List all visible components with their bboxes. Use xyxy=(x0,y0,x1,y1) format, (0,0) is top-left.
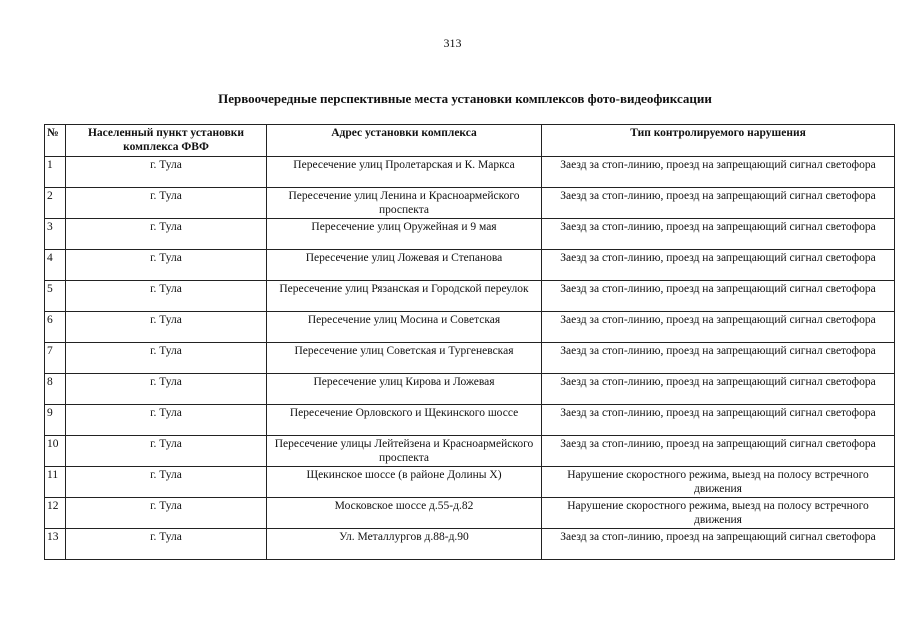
city-cell: г. Тула xyxy=(66,529,267,560)
installation-sites-table xyxy=(44,124,895,560)
row-number: 10 xyxy=(45,436,66,467)
violation-cell: Заезд за стоп-линию, проезд на запрещающий сигнал светофора xyxy=(542,188,895,219)
table-row xyxy=(45,219,895,250)
violation-cell: Заезд за стоп-линию, проезд на запрещающий сигнал светофора xyxy=(542,157,895,188)
violation-cell: Заезд за стоп-линию, проезд на запрещающий сигнал светофора xyxy=(542,374,895,405)
row-number: 1 xyxy=(45,157,66,188)
address-cell: Пересечение улиц Кирова и Ложевая xyxy=(267,374,542,405)
address-cell: Пересечение улиц Рязанская и Городской переулок xyxy=(267,281,542,312)
row-number: 5 xyxy=(45,281,66,312)
city-cell: г. Тула xyxy=(66,312,267,343)
row-number: 11 xyxy=(45,467,66,498)
violation-cell: Заезд за стоп-линию, проезд на запрещающий сигнал светофора xyxy=(542,312,895,343)
table-row xyxy=(45,281,895,312)
city-cell: г. Тула xyxy=(66,250,267,281)
city-cell: г. Тула xyxy=(66,498,267,529)
table-row xyxy=(45,374,895,405)
address-cell: Пересечение улиц Ленина и Красноармейского проспекта xyxy=(267,188,542,219)
violation-cell: Заезд за стоп-линию, проезд на запрещающий сигнал светофора xyxy=(542,529,895,560)
page-number: 313 xyxy=(443,36,462,50)
table-body xyxy=(45,157,895,560)
address-cell: Пересечение улиц Мосина и Советская xyxy=(267,312,542,343)
violation-cell: Нарушение скоростного режима, выезд на полосу встречного движения xyxy=(542,498,895,529)
address-cell: Пересечение Орловского и Щекинского шоссе xyxy=(267,405,542,436)
city-cell: г. Тула xyxy=(66,188,267,219)
document-title: Первоочередные перспективные места установки комплексов фото-видеофиксации xyxy=(218,91,712,106)
violation-cell: Заезд за стоп-линию, проезд на запрещающий сигнал светофора xyxy=(542,219,895,250)
row-number: 7 xyxy=(45,343,66,374)
table-row xyxy=(45,312,895,343)
table-row xyxy=(45,467,895,498)
table-row xyxy=(45,498,895,529)
address-cell: Московское шоссе д.55-д.82 xyxy=(267,498,542,529)
city-cell: г. Тула xyxy=(66,405,267,436)
row-number: 8 xyxy=(45,374,66,405)
row-number: 6 xyxy=(45,312,66,343)
header-address: Адрес установки комплекса xyxy=(267,125,542,157)
city-cell: г. Тула xyxy=(66,467,267,498)
table-row xyxy=(45,405,895,436)
violation-cell: Заезд за стоп-линию, проезд на запрещающий сигнал светофора xyxy=(542,436,895,467)
header-row xyxy=(45,125,895,157)
table-row xyxy=(45,529,895,560)
table-row xyxy=(45,343,895,374)
violation-cell: Заезд за стоп-линию, проезд на запрещающий сигнал светофора xyxy=(542,281,895,312)
city-cell: г. Тула xyxy=(66,157,267,188)
row-number: 2 xyxy=(45,188,66,219)
address-cell: Пересечение улиц Оружейная и 9 мая xyxy=(267,219,542,250)
violation-cell: Заезд за стоп-линию, проезд на запрещающий сигнал светофора xyxy=(542,405,895,436)
address-cell: Ул. Металлургов д.88-д.90 xyxy=(267,529,542,560)
city-cell: г. Тула xyxy=(66,436,267,467)
header-city: Населенный пункт установки комплекса ФВФ xyxy=(66,125,267,157)
table-row xyxy=(45,436,895,467)
row-number: 3 xyxy=(45,219,66,250)
address-cell: Щекинское шоссе (в районе Долины Х) xyxy=(267,467,542,498)
table-row xyxy=(45,188,895,219)
table-header xyxy=(45,125,895,157)
city-cell: г. Тула xyxy=(66,343,267,374)
header-violation: Тип контролируемого нарушения xyxy=(542,125,895,157)
row-number: 12 xyxy=(45,498,66,529)
city-cell: г. Тула xyxy=(66,219,267,250)
city-cell: г. Тула xyxy=(66,374,267,405)
row-number: 13 xyxy=(45,529,66,560)
header-number: № xyxy=(45,125,66,157)
address-cell: Пересечение улицы Лейтейзена и Красноармейского проспекта xyxy=(267,436,542,467)
row-number: 4 xyxy=(45,250,66,281)
table-row xyxy=(45,250,895,281)
violation-cell: Заезд за стоп-линию, проезд на запрещающий сигнал светофора xyxy=(542,250,895,281)
row-number: 9 xyxy=(45,405,66,436)
address-cell: Пересечение улиц Ложевая и Степанова xyxy=(267,250,542,281)
city-cell: г. Тула xyxy=(66,281,267,312)
address-cell: Пересечение улиц Советская и Тургеневская xyxy=(267,343,542,374)
table-row xyxy=(45,157,895,188)
violation-cell: Заезд за стоп-линию, проезд на запрещающий сигнал светофора xyxy=(542,343,895,374)
address-cell: Пересечение улиц Пролетарская и К. Маркса xyxy=(267,157,542,188)
violation-cell: Нарушение скоростного режима, выезд на полосу встречного движения xyxy=(542,467,895,498)
